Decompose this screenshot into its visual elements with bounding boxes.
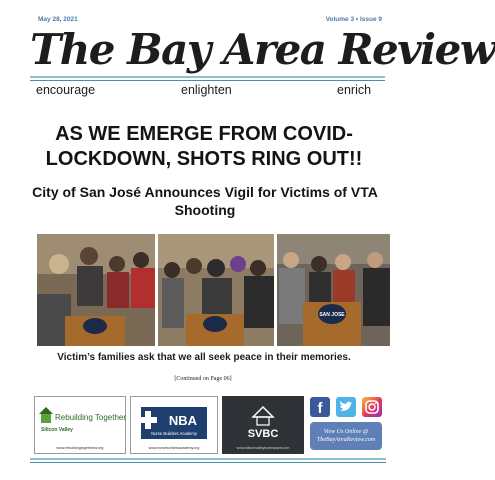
masthead-rule-thin	[30, 80, 385, 81]
subheadline: City of San José Announces Vigil for Victims of VTA Shooting	[32, 184, 378, 218]
house-icon	[41, 413, 51, 423]
sponsor-rebuilding-together[interactable]	[34, 396, 126, 454]
tagline-enrich: enrich	[337, 83, 372, 97]
tagline-enlighten: enlighten	[181, 83, 232, 97]
sponsor-url[interactable]: www.nursebuildersacademy.org	[148, 446, 200, 450]
sponsor-sub: Silicon Valley	[41, 427, 73, 433]
vigil-photo-3	[277, 234, 390, 346]
vigil-photo-1	[37, 234, 155, 346]
podium-sign-text: SAN JOSE	[319, 312, 345, 318]
svg-text:f: f	[317, 400, 323, 417]
view-online-line1: View Us Online @	[323, 429, 369, 435]
continued-note: [Continued on Page 06]	[174, 376, 232, 382]
sponsor-name: Rebuilding Together	[55, 413, 127, 422]
facebook-icon[interactable]	[310, 397, 330, 417]
vigil-photo-2	[158, 234, 274, 346]
sponsor-sub: Nurse Builders Academy	[151, 431, 197, 436]
headline: AS WE EMERGE FROM COVID-LOCKDOWN, SHOTS RING OUT!!	[45, 123, 363, 170]
photo-caption: Victim’s families ask that we all seek peace in their memories.	[57, 352, 351, 363]
tagline-encourage: encourage	[36, 83, 96, 97]
sponsor-url[interactable]: www.siliconvalleyworkspace.com	[236, 446, 290, 450]
masthead-rule	[30, 76, 385, 78]
sponsor-nurse-builders[interactable]	[130, 396, 218, 454]
twitter-icon[interactable]	[336, 397, 356, 417]
issue-number: Volume 3 • Issue 9	[325, 16, 382, 23]
sponsor-name: NBA	[168, 413, 198, 428]
sponsor-url[interactable]: www.rebuildingtogethersv.org	[56, 446, 104, 450]
footer-rule-thin	[30, 462, 386, 463]
sponsor-name: SVBC	[247, 428, 279, 440]
masthead-title: The Bay Area Review	[30, 25, 495, 74]
instagram-icon[interactable]	[362, 397, 382, 417]
view-online-url[interactable]: TheBayAreaReview.com	[316, 437, 376, 443]
building-icon	[253, 407, 273, 417]
issue-date: May 28, 2021	[38, 16, 78, 23]
view-online-button[interactable]	[310, 422, 382, 450]
sponsor-svbc[interactable]	[222, 396, 304, 454]
footer-rule	[30, 458, 386, 460]
